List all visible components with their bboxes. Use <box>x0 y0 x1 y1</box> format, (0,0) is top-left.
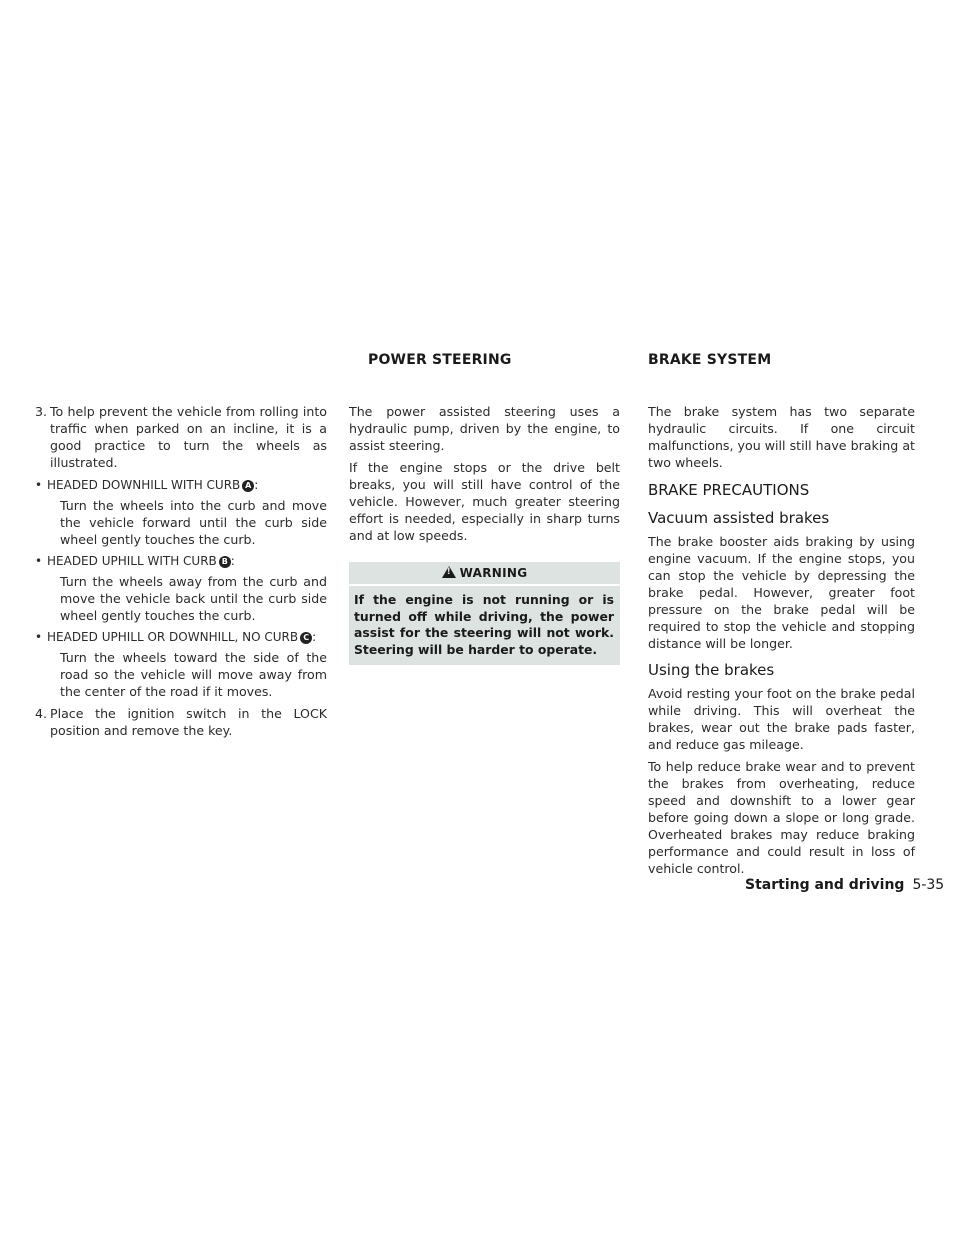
column-parking <box>35 403 327 745</box>
page-footer <box>745 877 944 893</box>
bullet-icon: • <box>35 630 43 644</box>
paragraph: The brake system has two separate hydraulic circuits. If one circuit malfunctions, you will still have braking at two wheels. <box>648 404 915 470</box>
heading-using-the-brakes: Using the brakes <box>648 661 775 679</box>
page-number: 5-35 <box>912 877 945 893</box>
warning-text: If the engine is not running or is turned off while driving, the power assist for the steering will not work. Steering will be harder to operate. <box>354 592 614 657</box>
step-text: Place the ignition switch in the LOCK position and remove the key. <box>50 706 327 738</box>
warning-header <box>349 562 620 586</box>
bullet-suffix: : <box>254 478 259 492</box>
section-title-power-steering: POWER STEERING <box>368 352 512 368</box>
bullet-suffix: : <box>312 630 317 644</box>
list-item-step-3 <box>35 403 327 471</box>
paragraph: The power assisted steering uses a hydraulic pump, driven by the engine, to assist steering. <box>349 404 620 453</box>
paragraph: If the engine stops or the drive belt breaks, you will still have control of the vehicle. However, much greater steering effort is needed, especially in sharp turns and at low speeds. <box>349 460 620 543</box>
step-text: To help prevent the vehicle from rolling into traffic when parked on an incline, it is a good practice to turn the wheels as illustrated. <box>50 404 327 470</box>
callout-a-icon: A <box>242 480 254 492</box>
bullet-text: Turn the wheels into the curb and move the vehicle forward until the curb side wheel gently touches the curb. <box>60 498 327 547</box>
column-brake-system <box>648 403 915 882</box>
heading-vacuum-assisted-brakes: Vacuum assisted brakes <box>648 509 830 527</box>
paragraph: Avoid resting your foot on the brake pedal while driving. This will overheat the brakes, wear out the brake pads faster, and reduce gas mileage. <box>648 686 915 752</box>
section-title-brake-system: BRAKE SYSTEM <box>648 352 772 368</box>
bullet-uphill-curb <box>35 553 327 570</box>
bullet-text: Turn the wheels away from the curb and move the vehicle back until the curb side wheel gently touches the curb. <box>60 574 327 623</box>
warning-triangle-icon <box>442 566 456 578</box>
heading-brake-precautions: BRAKE PRECAUTIONS <box>648 481 810 499</box>
bullet-no-curb <box>35 629 327 646</box>
bullet-suffix: : <box>230 554 235 568</box>
bullet-text: Turn the wheels toward the side of the road so the vehicle will move away from the center of the road if it moves. <box>60 650 327 699</box>
step-number: 4. <box>35 706 48 721</box>
bullet-label: HEADED UPHILL OR DOWNHILL, NO CURB <box>47 630 299 644</box>
bullet-label: HEADED DOWNHILL WITH CURB <box>47 478 241 492</box>
callout-c-icon: C <box>300 632 312 644</box>
paragraph: The brake booster aids braking by using engine vacuum. If the engine stops, you can stop the vehicle by depressing the brake pedal. However, greater foot pressure on the brake pedal will be required to stop the vehicle and stopping distance will be longer. <box>648 534 915 651</box>
warning-label: WARNING <box>459 566 528 580</box>
step-number: 3. <box>35 404 48 419</box>
warning-box <box>349 562 620 665</box>
bullet-icon: • <box>35 554 43 568</box>
column-power-steering <box>349 403 620 665</box>
footer-section-name: Starting and driving <box>745 877 905 893</box>
list-item-step-4 <box>35 705 327 739</box>
bullet-downhill-curb <box>35 477 327 494</box>
paragraph: To help reduce brake wear and to prevent the brakes from overheating, reduce speed and downshift to a lower gear before going down a slope or long grade. Overheated brakes may reduce braking performance and could result in loss of vehicle control. <box>648 759 915 876</box>
callout-b-icon: B <box>219 556 231 568</box>
bullet-icon: • <box>35 478 43 492</box>
bullet-label: HEADED UPHILL WITH CURB <box>47 554 217 568</box>
